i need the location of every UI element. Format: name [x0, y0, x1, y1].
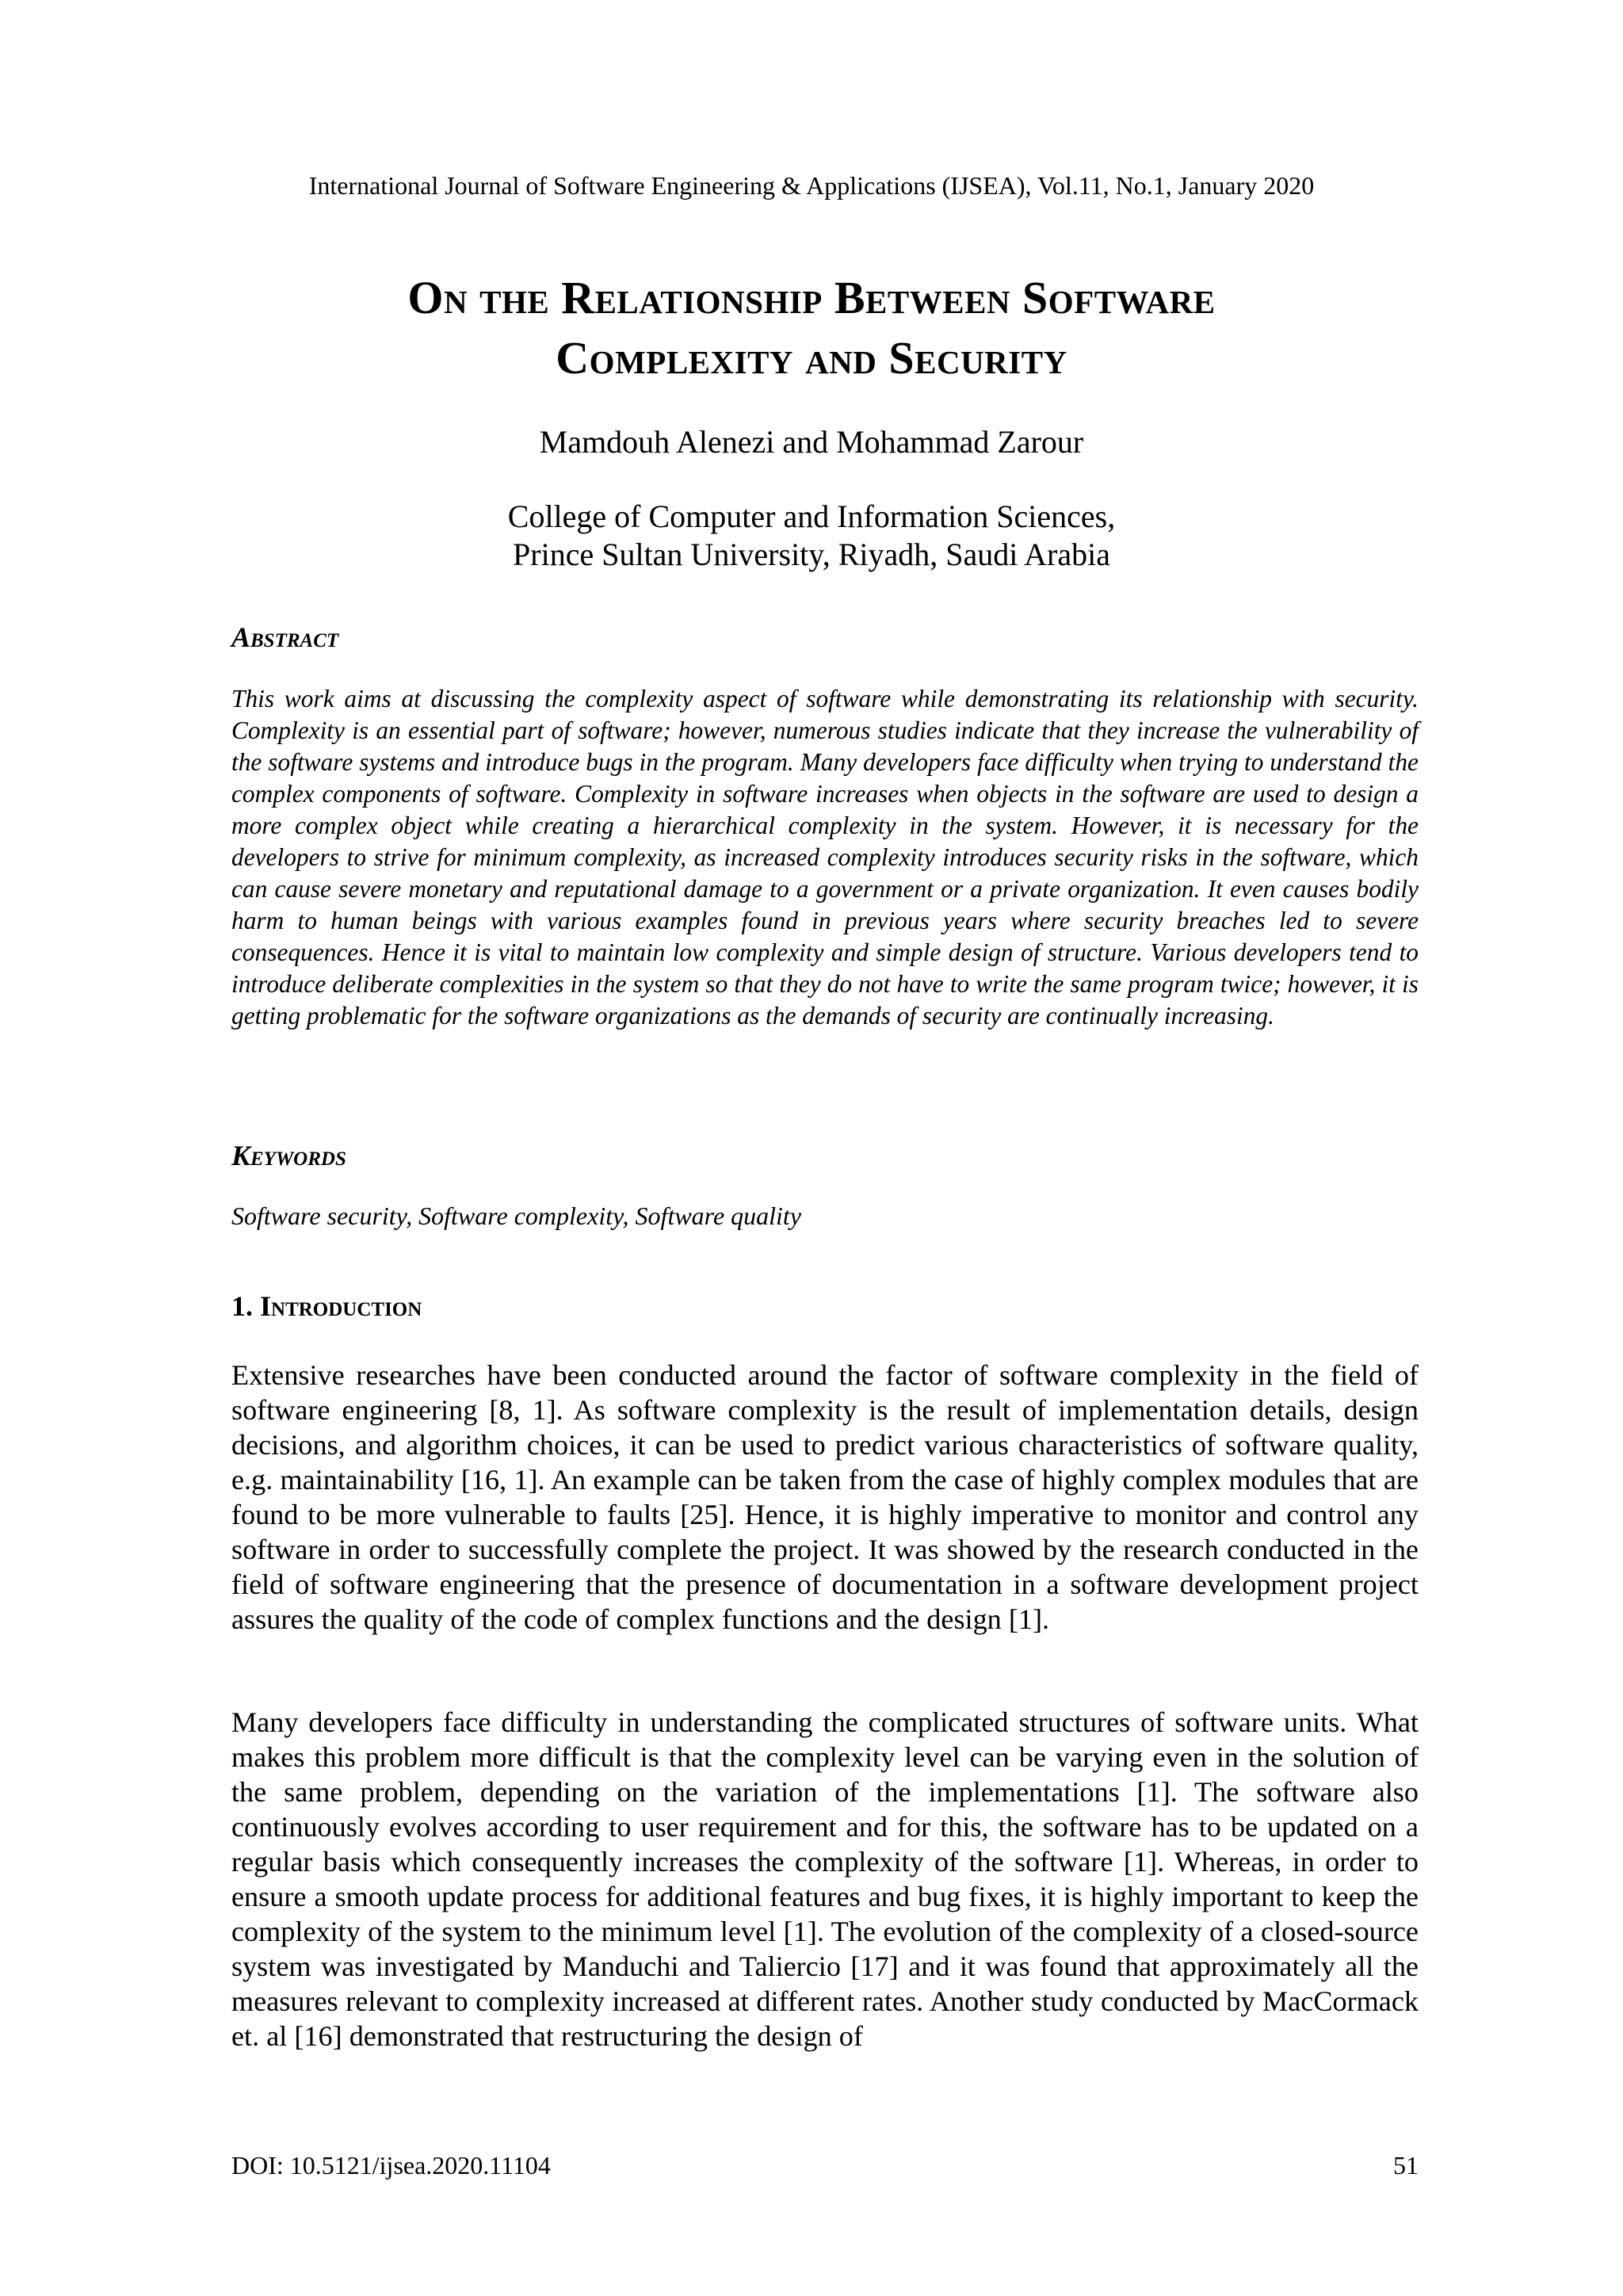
keywords-heading: Keywords: [231, 1140, 346, 1171]
abstract-text: This work aims at discussing the complexity aspect of software while demonstrating its relationship with security. Complexity is an essential part of software; however, numerous studies indicate that they increase the vulnerability of the software systems and introduce bugs in the program. Many developers face difficulty when trying to understand the complex components of software. Complexity in software increases when objects in the software are used to design a more complex object while creating a hierarchical complexity in the system. However, it is necessary for the developers to strive for minimum complexity, as increased complexity introduces security risks in the software, which can cause severe monetary and reputational damage to a government or a private organization. It even causes bodily harm to human beings with various examples found in previous years where security breaches led to severe consequences. Hence it is vital to maintain low complexity and simple design of structure. Various developers tend to introduce deliberate complexities in the system so that they do not have to write the same program twice; however, it is getting problematic for the software organizations as the demands of security are continually increasing.: [231, 685, 1419, 1030]
affiliation-line-1: College of Computer and Information Sciences,: [507, 499, 1116, 534]
page-number: 51: [1393, 2151, 1419, 2179]
paper-title: [190, 268, 1433, 388]
title-line-1: On the Relationship Between Software: [407, 272, 1216, 323]
doi-footer: DOI: 10.5121/ijsea.2020.11104: [231, 2151, 551, 2179]
introduction-paragraph-1: Extensive researches have been conducted around the factor of software complexity in the field of software engineering [8, 1]. As software complexity is the result of implementation details, design decisions, and algorithm choices, it can be used to predict various characteristics of software quality, e.g. maintainability [16, 1]. An example can be taken from the case of highly complex modules that are found to be more vulnerable to faults [25]. Hence, it is highly imperative to monitor and control any software in order to successfully complete the project. It was showed by the research conducted in the field of software engineering that the presence of documentation in a software development project assures the quality of the code of complex functions and the design [1].: [231, 1359, 1419, 1635]
affiliation-line-2: Prince Sultan University, Riyadh, Saudi Arabia: [513, 537, 1110, 572]
abstract-heading: Abstract: [231, 621, 339, 653]
title-line-2: Complexity and Security: [556, 332, 1067, 384]
keywords-text: Software security, Software complexity, Software quality: [231, 1201, 802, 1230]
introduction-heading: 1. Introduction: [231, 1290, 422, 1322]
introduction-paragraph-2: Many developers face difficulty in understanding the complicated structures of software units. What makes this problem more difficult is that the complexity level can be varying even in the solution of the same problem, depending on the variation of the implementations [1]. The software also continuously evolves according to user requirement and for this, the software has to be updated on a regular basis which consequently increases the complexity of the software [1]. Whereas, in order to ensure a smooth update process for additional features and bug fixes, it is highly important to keep the complexity of the system to the minimum level [1]. The evolution of the complexity of a closed-source system was investigated by Manduchi and Taliercio [17] and it was found that approximately all the measures relevant to complexity increased at different rates. Another study conducted by MacCormack et. al [16] demonstrated that restructuring the design of: [231, 1706, 1419, 2052]
author-affiliation: [238, 498, 1385, 574]
author-names: Mamdouh Alenezi and Mohammad Zarour: [539, 424, 1084, 460]
running-header: International Journal of Software Engineering & Applications (IJSEA), Vol.11, No.1, January 2020: [308, 171, 1315, 200]
